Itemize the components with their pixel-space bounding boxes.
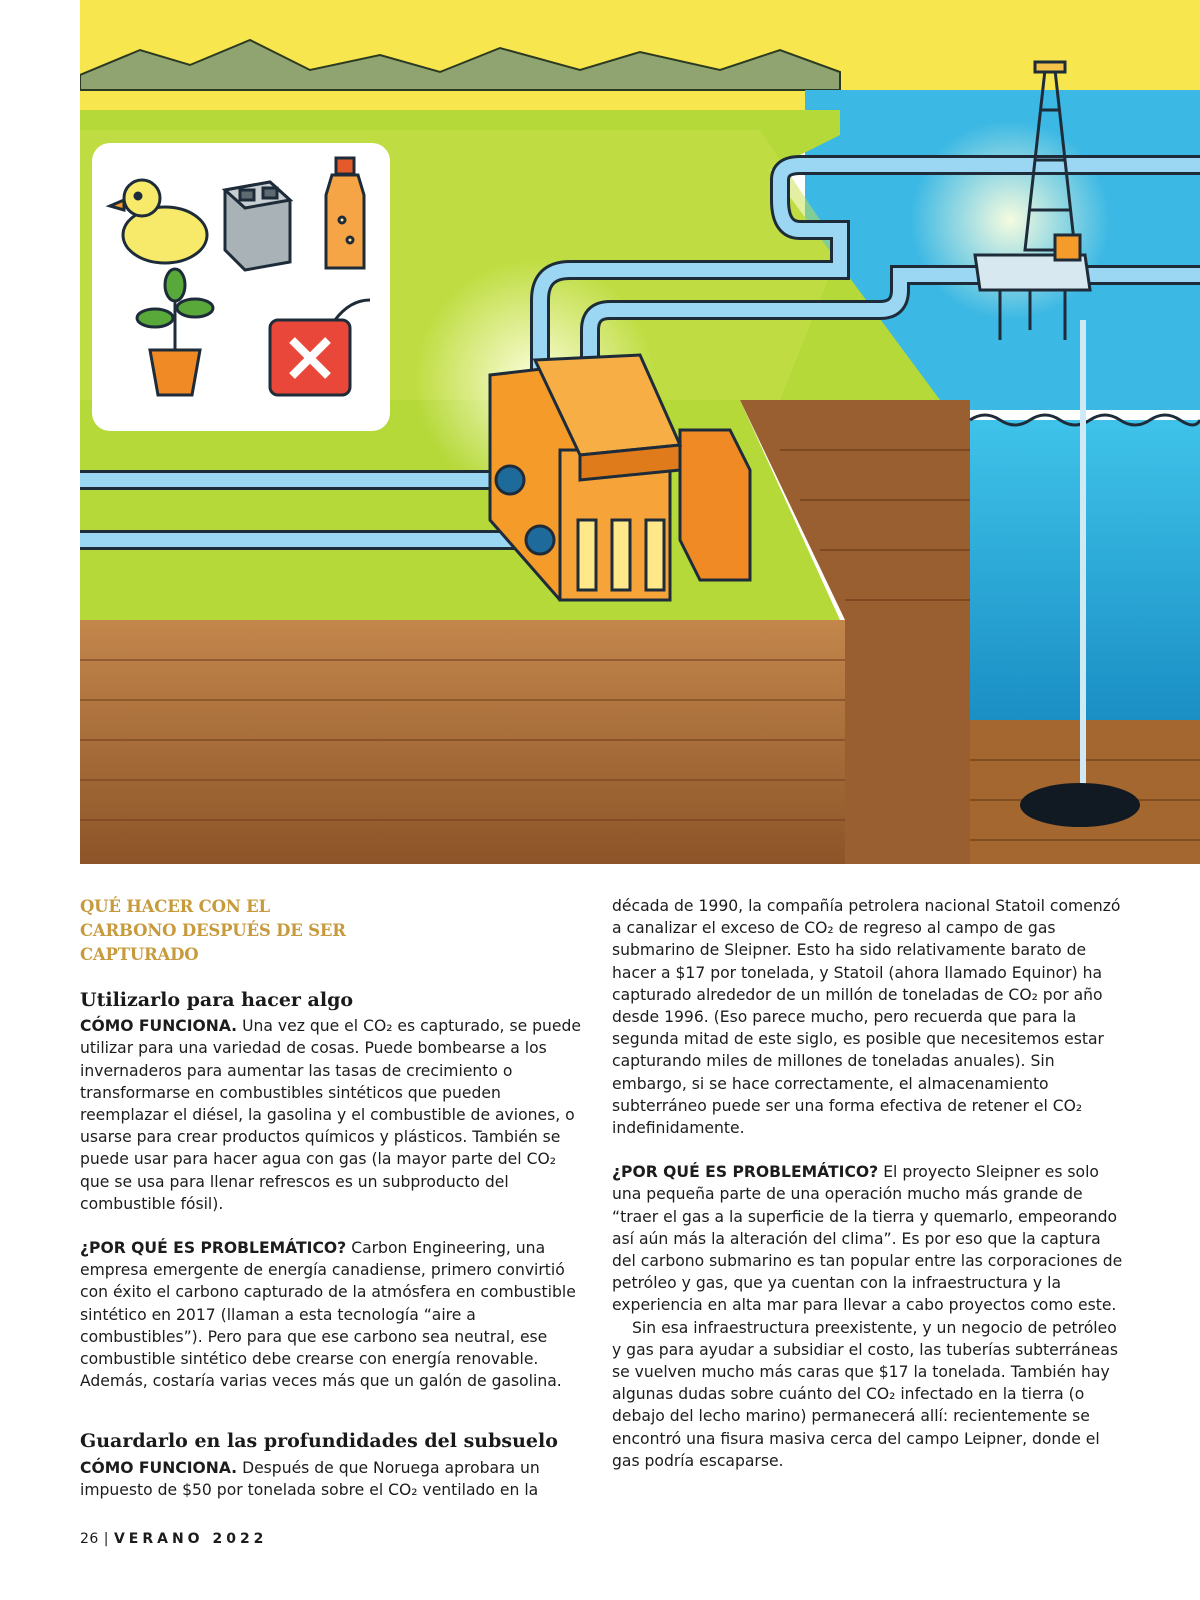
right-column [612,895,1127,1472]
page-number: 26 [80,1531,99,1547]
section-kicker: QUÉ HACER CON EL CARBONO DESPUÉS DE SER CAPTURADO [80,897,346,964]
products-card [92,143,390,431]
issue-label: VERANO 2022 [113,1531,268,1547]
section2-heading: Guardarlo en las profundidades del subsuelo [80,1430,558,1453]
footer-separator: | [103,1531,109,1547]
section2-how-label: CÓMO FUNCIONA. [80,1458,238,1477]
bottle-icon [326,158,364,268]
section1-how-label: CÓMO FUNCIONA. [80,1017,238,1036]
section1-how [80,1015,585,1215]
section2-why [612,1161,1127,1316]
soil-front [80,620,845,864]
carbon-capture-illustration [80,0,1200,864]
section1-why [80,1237,585,1392]
section2-why-label: ¿POR QUÉ ES PROBLEMÁTICO? [612,1163,879,1182]
section1-heading: Utilizarlo para hacer algo [80,989,354,1011]
section1-why-label: ¿POR QUÉ ES PROBLEMÁTICO? [80,1239,347,1258]
left-column [80,895,585,1501]
section2-how-text-left: Después de que Noruega aprobara un impuesto de $50 por tonelada sobre el CO₂ ventilado en la [80,1458,540,1499]
section2-why-text: El proyecto Sleipner es solo una pequeña parte de una operación mucho más grande de “traer el gas a la superficie de la tierra y quemarlo, empeorando así aún más la alteración del clima”. Es por eso que la captura del carbono submarino es tan popular entre las corporaciones de petróleo y gas, que ya cuentan con la infraestructura y la experiencia en alta mar para llevar a cabo proyectos como este. [612,1163,1123,1315]
section1-why-text: Carbon Engineering, una empresa emergente de energía canadiense, primero convirtió con éxito el carbono capturado de la atmósfera en combustible sintético en 2017 (llaman a esta tecnología “aire a combustibles”). Pero para que ese carbono sea neutral, ese combustible sintético debe crearse con energía renovable. Además, costaría varias veces más que un galón de gasolina. [80,1239,576,1391]
section2-how-text-right: década de 1990, la compañía petrolera nacional Statoil comenzó a canalizar el exceso de CO₂ de regreso al campo de gas submarino de Sleipner. Esto ha sido relativamente barato de hacer a $17 por tonelada, y Statoil (ahora llamado Equinor) ha capturado alrededor de un millón de toneladas de CO₂ por año desde 1996. (Eso parece mucho, pero recuerda que para la segunda mitad de este siglo, es posible que necesitemos estar capturando miles de millones de toneladas anuales). Sin embargo, si se hace correctamente, el almacenamiento subterráneo puede ser una forma efectiva de retener el CO₂ indefinidamente. [612,897,1121,1138]
section1-how-text: Una vez que el CO₂ es capturado, se puede utilizar para una variedad de cosas. Puede bombearse a los invernaderos para aumentar las tasas de crecimiento o transformarse en combustibles sintéticos que pueden reemplazar el diésel, la gasolina y el combustible de aviones, o usarse para crear productos químicos y plásticos. También se puede usar para hacer agua con gas (la mayor parte del CO₂ que se usa para llenar refrescos es un subproducto del combustible fósil). [80,1017,581,1213]
block-icon [225,182,290,270]
co2-reservoir [1020,783,1140,827]
section2-para2: Sin esa infraestructura preexistente, y un negocio de petróleo y gas para ayudar a subsidiar el costo, las tuberías subterráneas se vuelven mucho más caras que $17 la tonelada. También hay algunas dudas sobre cuánto del CO₂ infectado en la tierra (o debajo del lecho marino) permanecerá allí: recientemente se encontró una fisura masiva cerca del campo Leipner, donde el gas podría escaparse. [612,1318,1119,1470]
page-footer [80,1531,267,1547]
section2-how-left [80,1457,585,1501]
